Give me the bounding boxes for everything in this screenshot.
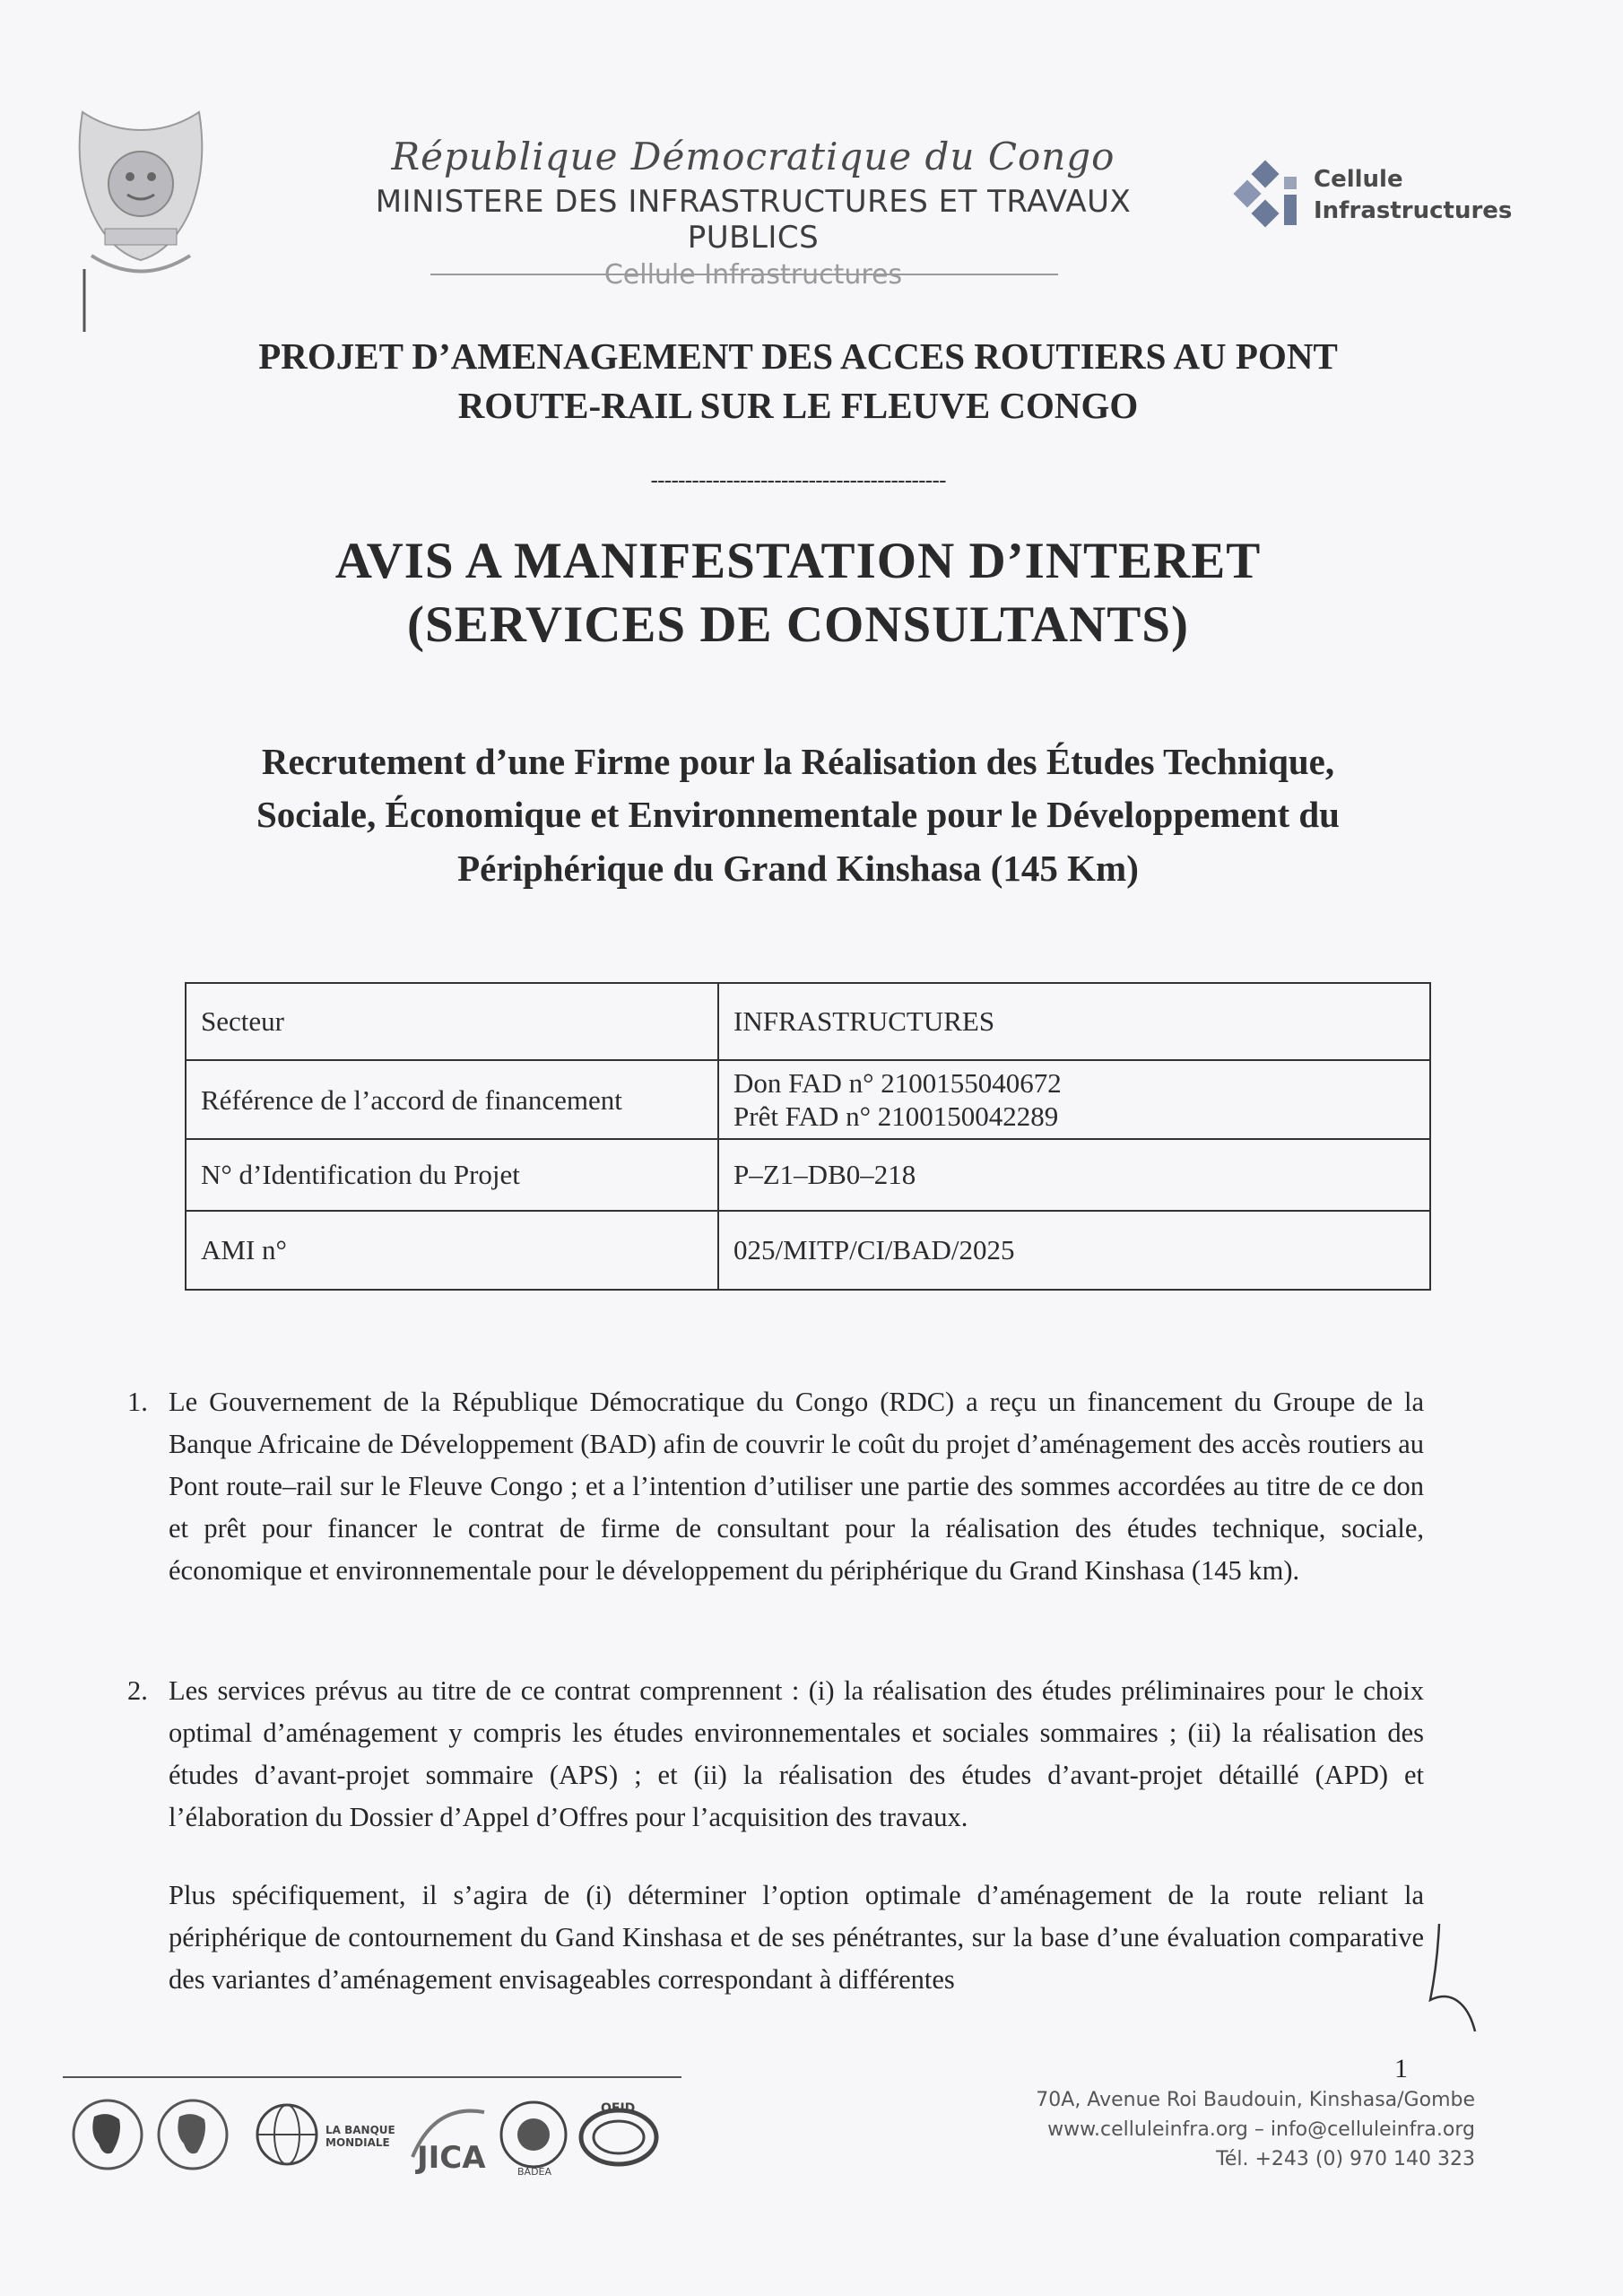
title-separator: ------------------------------------------- [650,466,946,493]
badea-label: BADEA [517,2166,552,2178]
reference-label: Référence de l’accord de financement [186,1060,718,1139]
footer-address: 70A, Avenue Roi Baudouin, Kinshasa/Gombe [1036,2089,1475,2111]
reference-value-pret: Prêt FAD n° 2100150042289 [733,1100,1059,1133]
notice-title-line-1: AVIS A MANIFESTATION D’INTERET [334,533,1262,589]
ministry-name: MINISTERE DES INFRASTRUCTURES ET TRAVAUX PUBLICS [375,184,1132,256]
footer-phone: Tél. +243 (0) 970 140 323 [1216,2148,1475,2170]
page-number: 1 [1394,2054,1408,2083]
coat-of-arms-seal [65,94,217,336]
projet-label: N° d’Identification du Projet [186,1139,718,1211]
ofid-logo-icon [581,2101,656,2164]
world-bank-logo-icon [257,2105,317,2164]
paragraph-2-number: 2. [127,1675,148,1706]
project-info-table [185,982,1431,1291]
paragraph-3-text: Plus spécifiquement, il s’agira de (i) déterminer l’option optimale d’aménagement de la route reliant la périphérique de contournement du Gand Kinshasa et de ses pénétrantes, sur la base d’une évaluation comparative des variantes d’aménagement envisageables correspondant à différentes [169,1880,1424,1995]
world-bank-label-1: LA BANQUE [325,2124,395,2136]
paragraph-3 [169,1874,1424,2001]
notice-title-line-2: (SERVICES DE CONSULTANTS) [407,596,1189,654]
reference-value [718,1060,1430,1139]
subject-line-1: Recrutement d’une Firme pour la Réalisation des Études Technique, [261,741,1335,782]
table-row-ami [186,1211,1430,1290]
cellule-name: Cellule Infrastructures [603,259,903,291]
paragraph-2 [127,1670,1424,1839]
subject-title [135,735,1462,895]
letterhead [323,135,1184,291]
subject-line-2: Sociale, Économique et Environnementale pour le Développement du [256,794,1340,836]
reference-value-don: Don FAD n° 2100155040672 [733,1067,1062,1099]
ami-value: 025/MITP/CI/BAD/2025 [718,1211,1430,1290]
partner-logos [58,2085,686,2184]
footer-contact [897,2085,1475,2174]
logo-text-line2: Infrastructures [1314,197,1513,225]
paragraph-1-text: Le Gouvernement de la République Démocratique du Congo (RDC) a reçu un financement du Groupe de la Banque Africaine de Développement (BAD) afin de couvrir le coût du projet d’aménagement des accès routiers au Pont route–rail sur le Fleuve Congo ; et a l’intention d’utiliser une partie des sommes accordées au titre de ce don et prêt pour financer le contrat de firme de consultant pour la réalisation des études technique, sociale, économique et environnementale pour le développement du périphérique du Grand Kinshasa (145 km). [169,1387,1424,1586]
project-title-line-2: ROUTE-RAIL SUR LE FLEUVE CONGO [457,385,1139,427]
table-row-secteur [186,983,1430,1060]
badea-logo-icon [501,2102,566,2178]
jica-logo-icon [412,2111,486,2176]
afdb-logo-icon [74,2100,142,2169]
notice-title [179,529,1417,657]
cellule-infrastructures-logo [1228,157,1513,238]
project-title [179,332,1417,431]
subject-line-3: Périphérique du Grand Kinshasa (145 Km) [457,847,1139,889]
afdf-logo-icon [159,2100,227,2169]
paragraph-2-text: Les services prévus au titre de ce contrat comprennent : (i) la réalisation des études préliminaires pour le choix optimal d’aménagement y compris les études environnementales et sociales sommaires ; (ii) la réalisation des études d’avant-projet sommaire (APS) ; et (ii) la réalisation des études d’avant-projet détaillé (APD) et l’élaboration du Dossier d’Appel d’Offres pour l’acquisition des travaux. [169,1675,1424,1832]
ofid-label: OFID [601,2101,636,2116]
logo-text-line1: Cellule [1314,166,1403,193]
projet-value: P–Z1–DB0–218 [718,1139,1430,1211]
table-row-reference [186,1060,1430,1139]
table-row-projet [186,1139,1430,1211]
footer-divider [63,2076,681,2078]
paragraph-1-number: 1. [127,1387,148,1417]
handwritten-initial [1421,1919,1484,2036]
secteur-label: Secteur [186,983,718,1060]
republic-name: République Démocratique du Congo [391,135,1115,178]
paragraph-1 [127,1381,1424,1592]
header-divider [430,274,1058,275]
jica-label: JICA [417,2140,486,2176]
world-bank-label-2: MONDIALE [325,2136,390,2149]
secteur-value: INFRASTRUCTURES [718,983,1430,1060]
diamond-logo-icon [1228,157,1309,238]
project-title-line-1: PROJET D’AMENAGEMENT DES ACCES ROUTIERS AU PONT [258,335,1338,377]
ami-label: AMI n° [186,1211,718,1290]
footer-web-email: www.celluleinfra.org – info@celluleinfra.org [1047,2118,1475,2141]
